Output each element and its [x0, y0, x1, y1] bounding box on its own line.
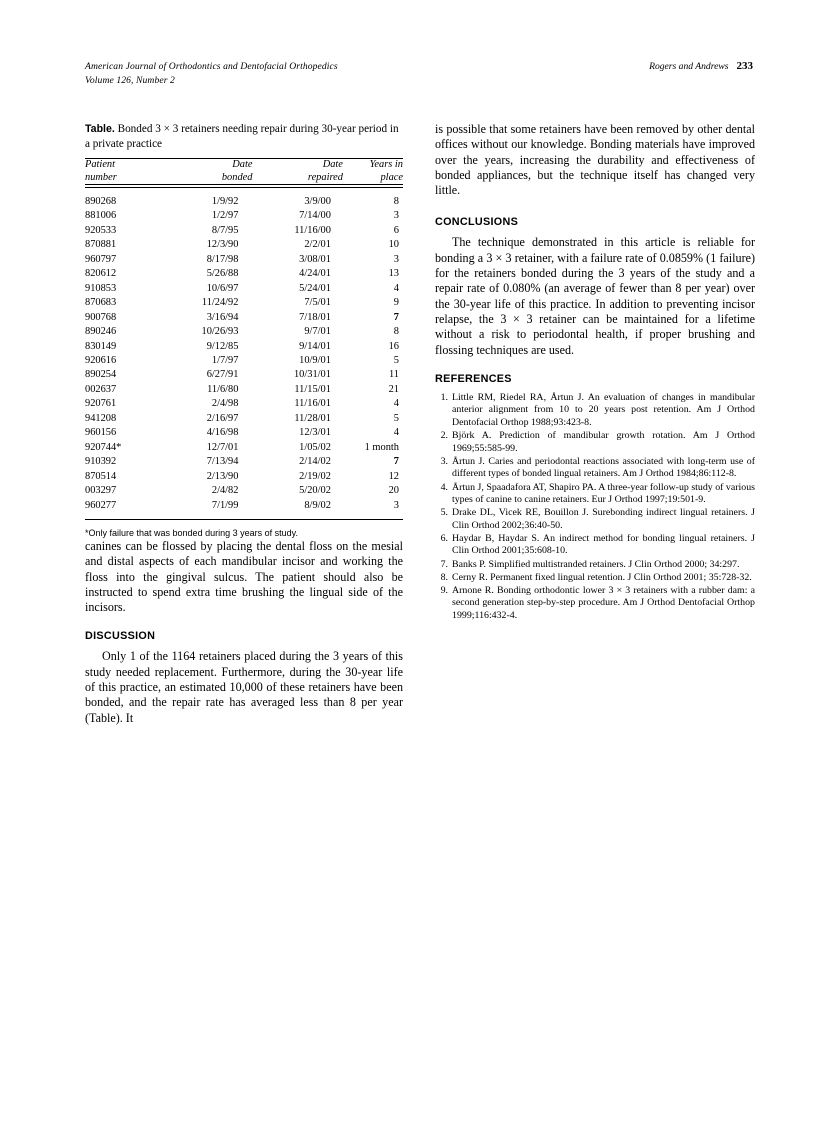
reference-text: Björk A. Prediction of mandibular growth rotation. Am J Orthod 1969;55:585-99. [452, 430, 755, 454]
cell-years-in-place: 4 [393, 427, 399, 439]
cell-date-bonded: 2/4/98 [211, 398, 239, 410]
cell-date-repaired: 4/24/01 [299, 268, 331, 280]
cell-date-bonded: 2/4/82 [211, 485, 239, 497]
cell-years-in-place: 11 [388, 369, 399, 381]
column-header-line1: Date [232, 159, 253, 171]
column-header-years-in-place [343, 159, 403, 185]
cell-date-bonded: 5/26/88 [206, 268, 239, 280]
cell-patient-number: 920744* [85, 441, 122, 453]
cell-years-in-place: 3 [393, 499, 399, 511]
reference-text: Banks P. Simplified multistranded retainers. J Clin Orthod 2000; 34:297. [452, 558, 740, 570]
reference-number: 8. [440, 571, 448, 583]
cell-date-bonded: 12/7/01 [206, 441, 239, 453]
cell-patient-number: 960277 [85, 499, 117, 511]
cell-patient-number: 910853 [85, 282, 117, 294]
cell-date-repaired: 10/9/01 [299, 354, 331, 366]
cell-date-bonded: 8/7/95 [211, 224, 239, 236]
journal-title: American Journal of Orthodontics and Dentofacial Orthopedics [85, 61, 338, 72]
cell-patient-number: 870881 [85, 239, 117, 251]
column-header-line2: place [380, 171, 403, 183]
cell-patient-number: 910392 [85, 456, 117, 468]
cell-years-in-place: 21 [388, 383, 399, 395]
table-row [85, 311, 403, 325]
reference-text: Cerny R. Permanent fixed lingual retention. J Clin Orthod 2001; 35:728-32. [452, 571, 752, 583]
cell-patient-number: 820612 [85, 268, 117, 280]
cell-date-repaired: 8/9/02 [304, 499, 331, 511]
reference-item [435, 585, 755, 623]
table-footnote: *Only failure that was bonded during 3 years of study. [85, 527, 298, 538]
table-row [85, 267, 403, 281]
conclusions-paragraph: The technique demonstrated in this article is reliable for bonding a 3 × 3 retainer, with a failure rate of 0.0859% (1 failure) for the retainers bonded during the 3 years of the study and a repair rate of 0.080% (an average of fewer than 8 per year) over the 30-year life of this practice. In addition to preventing incisor relapse, the 3 × 3 retainer can be maintained for a lifetime without a risk to periodontal health, if proper brushing and flossing techniques are used. [435, 235, 755, 357]
table-caption [85, 122, 403, 151]
cell-years-in-place: 12 [388, 470, 399, 482]
cell-date-bonded: 11/24/92 [201, 297, 239, 309]
table-body [85, 185, 403, 520]
page-number: 233 [736, 60, 753, 72]
reference-text: Arnone R. Bonding orthodontic lower 3 × 3 retainers with a rubber dam: a second generation step-by-step procedure. Am J Orthod Dentofacial Orthop 1999;116:432-4. [452, 584, 755, 621]
cell-patient-number: 890268 [85, 188, 163, 210]
cell-patient-number: 830149 [85, 340, 117, 352]
cell-date-bonded: 8/17/98 [206, 253, 239, 265]
cell-date-bonded: 1/7/97 [211, 354, 239, 366]
column-header-line1: Date [322, 159, 343, 171]
reference-number: 1. [440, 391, 448, 403]
table-row [85, 470, 403, 484]
reference-item [435, 456, 755, 481]
reference-number: 9. [440, 584, 448, 596]
cell-date-bonded: 12/3/90 [206, 239, 239, 251]
table-row [85, 224, 403, 238]
reference-text: Little RM, Riedel RA, Årtun J. An evaluation of changes in mandibular anterior alignment from 10 to 20 years post retention. Am J Orthod Dentofacial Orthop 1988;93:423-8. [452, 391, 755, 429]
running-head-authors-page [649, 60, 753, 74]
heading-conclusions: CONCLUSIONS [435, 216, 519, 229]
cell-date-repaired: 9/7/01 [304, 326, 331, 338]
reference-number: 5. [440, 507, 448, 519]
cell-date-repaired: 7/14/00 [299, 210, 331, 222]
reference-item [435, 559, 755, 572]
cell-date-repaired: 1/05/02 [299, 441, 331, 453]
running-head [85, 60, 753, 90]
table-row [85, 282, 403, 296]
cell-patient-number: 920533 [85, 224, 117, 236]
table-label: Table. [85, 123, 115, 135]
cell-patient-number: 002637 [85, 383, 117, 395]
column-header-line2: repaired [307, 171, 343, 183]
table-row [85, 383, 403, 397]
cell-years-in-place: 5 [393, 412, 399, 424]
cell-date-repaired: 11/28/01 [294, 412, 331, 424]
reference-text: Årtun J. Caries and periodontal reactions associated with long-term use of different types of bonded lingual retainers. Am J Orthod 1984;86:112-8. [452, 455, 755, 480]
reference-number: 4. [440, 481, 448, 493]
cell-patient-number: 003297 [85, 485, 117, 497]
right-continued-paragraph: is possible that some retainers have been removed by other dental offices without our knowledge. Bonding materials have improved over the years, increasing the durability and effectiveness of bonded appliances, but the technique itself has changed very little. [435, 122, 755, 198]
cell-date-repaired: 11/16/01 [294, 398, 331, 410]
reference-item [435, 482, 755, 507]
cell-years-in-place: 16 [388, 340, 399, 352]
cell-date-bonded: 10/26/93 [201, 326, 239, 338]
table-row [85, 484, 403, 498]
cell-date-bonded: 2/16/97 [206, 412, 239, 424]
cell-date-bonded: 6/27/91 [206, 369, 239, 381]
cell-date-repaired: 5/20/02 [299, 485, 331, 497]
running-head-authors: Rogers and Andrews [649, 61, 729, 72]
references-list [435, 392, 755, 623]
cell-date-bonded: 9/12/85 [206, 340, 239, 352]
table-row [85, 368, 403, 382]
cell-patient-number: 870514 [85, 470, 117, 482]
column-header-line1: Patient [85, 159, 116, 171]
cell-date-bonded: 2/13/90 [206, 470, 239, 482]
cell-years-in-place: 9 [393, 297, 399, 309]
reference-text: Drake DL, Vicek RE, Bouillon J. Surebonding indirect lingual retainers. J Clin Orthod 2002;36:40-50. [452, 507, 755, 531]
column-header-date-bonded [163, 159, 252, 185]
table-row [85, 325, 403, 339]
cell-patient-number: 890254 [85, 369, 117, 381]
table-bottom-rule [85, 519, 403, 520]
reference-text: Haydar B, Haydar S. An indirect method for bonding lingual retainers. J Clin Orthod 2001;35:608-10. [452, 532, 755, 557]
table-row [85, 253, 403, 267]
reference-number: 6. [440, 532, 448, 544]
cell-years-in-place: 4 [393, 282, 399, 294]
cell-date-repaired: 2/14/02 [299, 456, 331, 468]
cell-years-in-place: 3 [393, 253, 399, 265]
cell-years-in-place: 8 [343, 188, 403, 210]
table-row [85, 209, 403, 223]
reference-item [435, 507, 755, 532]
left-column [85, 122, 403, 726]
table-caption-text: Bonded 3 × 3 retainers needing repair during 30-year period in a private practice [85, 123, 399, 150]
table-row [85, 238, 403, 252]
cell-years-in-place: 10 [388, 239, 399, 251]
cell-date-repaired: 12/3/01 [299, 427, 331, 439]
heading-references: REFERENCES [435, 372, 512, 385]
cell-patient-number: 870683 [85, 297, 117, 309]
table-header-row [85, 159, 403, 185]
cell-date-repaired: 7/18/01 [299, 311, 331, 323]
cell-date-repaired: 3/9/00 [252, 188, 342, 210]
column-header-patient-number [85, 159, 163, 185]
cell-patient-number: 890246 [85, 326, 117, 338]
reference-text: Årtun J, Spaadafora AT, Shapiro PA. A three-year follow-up study of various types of canine to canine retainers. Eur J Orthod 1997;19:501-9. [452, 481, 755, 506]
table-row [85, 354, 403, 368]
column-header-line1: Years in [369, 159, 403, 171]
right-column [435, 122, 755, 623]
reference-number: 7. [440, 558, 448, 570]
cell-date-bonded: 3/16/94 [206, 311, 239, 323]
left-continued-paragraph: canines can be flossed by placing the dental floss on the mesial and distal aspects of each mandibular incisor and working the floss into the gingival sulcus. The patient should also be instructed to spend extra time brushing the lingual side of the incisors. [85, 538, 403, 615]
cell-years-in-place: 8 [393, 326, 399, 338]
reference-number: 3. [440, 455, 448, 467]
table-row [85, 188, 403, 210]
cell-date-repaired: 3/08/01 [299, 253, 331, 265]
retainer-repair-table [85, 158, 403, 520]
cell-years-in-place: 7 [393, 311, 399, 323]
column-header-line2: bonded [221, 171, 253, 183]
cell-date-bonded: 4/16/98 [206, 427, 239, 439]
table-row [85, 397, 403, 411]
table-row [85, 426, 403, 440]
column-header-date-repaired [252, 159, 342, 185]
reference-item [435, 430, 755, 455]
table-head [85, 159, 403, 185]
cell-date-repaired: 7/5/01 [304, 297, 331, 309]
cell-date-repaired: 9/14/01 [299, 340, 331, 352]
cell-date-bonded: 7/1/99 [211, 499, 239, 511]
cell-patient-number: 920761 [85, 398, 117, 410]
journal-volume-issue: Volume 126, Number 2 [85, 74, 175, 86]
reference-item [435, 533, 755, 558]
cell-date-bonded: 1/2/97 [211, 210, 239, 222]
cell-years-in-place: 1 month [364, 441, 399, 453]
cell-date-repaired: 10/31/01 [293, 369, 331, 381]
cell-years-in-place: 13 [388, 268, 399, 280]
reference-item [435, 392, 755, 430]
reference-item [435, 572, 755, 585]
table-row [85, 441, 403, 455]
column-header-line2: number [85, 171, 117, 183]
cell-years-in-place: 3 [393, 210, 399, 222]
cell-date-repaired: 11/16/00 [294, 224, 331, 236]
cell-patient-number: 960156 [85, 427, 117, 439]
cell-patient-number: 920616 [85, 354, 117, 366]
cell-date-bonded: 11/6/80 [207, 383, 239, 395]
table-row [85, 296, 403, 310]
cell-years-in-place: 20 [388, 485, 399, 497]
running-head-journal [85, 60, 338, 87]
cell-date-bonded: 10/6/97 [206, 282, 239, 294]
cell-years-in-place: 6 [393, 224, 399, 236]
cell-date-repaired: 2/2/01 [304, 239, 331, 251]
cell-patient-number: 960797 [85, 253, 117, 265]
cell-patient-number: 941208 [85, 412, 117, 424]
discussion-paragraph: Only 1 of the 1164 retainers placed during the 3 years of this study needed replacement. Furthermore, during the 30-year life of this practice, an estimated 10,000 of these retainers have been bonded, and the repair rate has averaged less than 8 per year (Table). It [85, 649, 403, 725]
table-row [85, 455, 403, 469]
heading-discussion: DISCUSSION [85, 630, 156, 643]
cell-date-repaired: 5/24/01 [299, 282, 331, 294]
cell-date-bonded: 7/13/94 [206, 456, 239, 468]
reference-number: 2. [440, 430, 448, 442]
cell-years-in-place: 7 [393, 456, 399, 468]
cell-years-in-place: 5 [393, 354, 399, 366]
table-row [85, 340, 403, 354]
table-row [85, 499, 403, 520]
cell-patient-number: 881006 [85, 210, 117, 222]
table-row [85, 412, 403, 426]
cell-date-repaired: 2/19/02 [299, 470, 331, 482]
cell-years-in-place: 4 [393, 398, 399, 410]
cell-date-repaired: 11/15/01 [294, 383, 331, 395]
cell-patient-number: 900768 [85, 311, 117, 323]
cell-date-bonded: 1/9/92 [163, 188, 252, 210]
